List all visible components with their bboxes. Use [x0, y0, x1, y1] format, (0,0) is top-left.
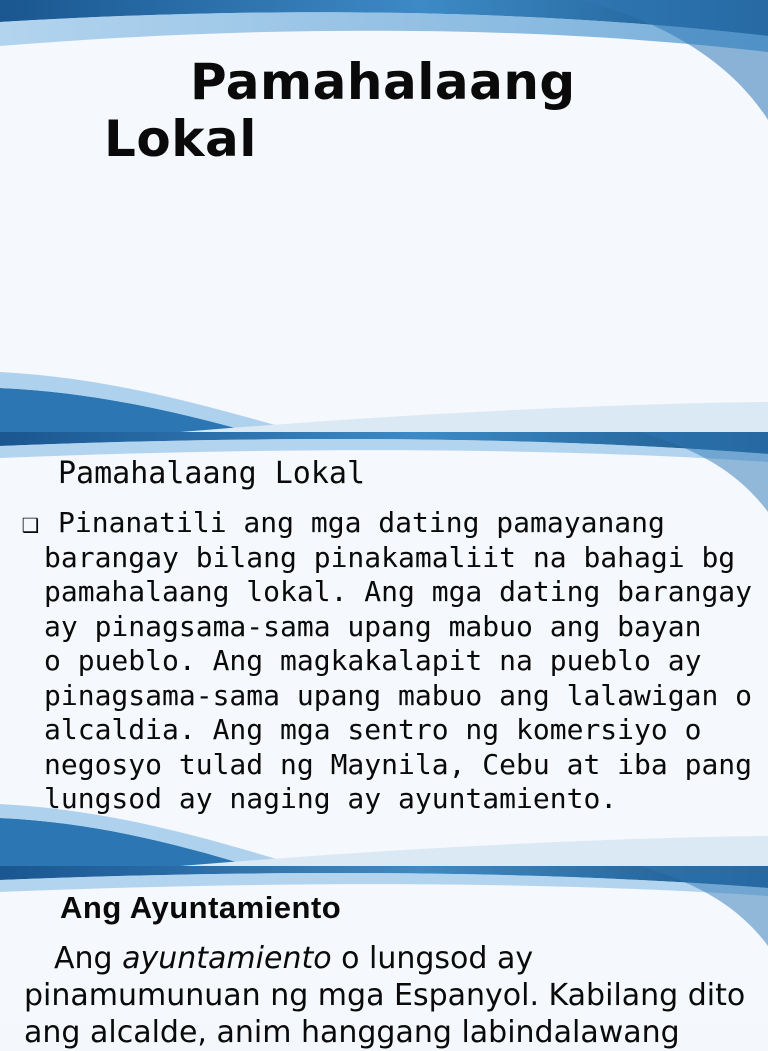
paragraph-line: ang alcalde, anim hanggang labindalawang [24, 1015, 680, 1050]
slide-paragraph [24, 940, 768, 1051]
paragraph-line: barangay bilang pinakamaliit na bahagi bg [44, 540, 736, 574]
slide-heading: Pamahalaang Lokal [58, 456, 366, 491]
slide-heading: Ang Ayuntamiento [60, 890, 342, 925]
paragraph-line [24, 940, 768, 977]
paragraph-line: ay pinagsama-sama upang mabuo ang bayan [44, 609, 702, 643]
paragraph-line: pamahalaang lokal. Ang mga dating barangay [44, 575, 753, 608]
slide-paragraph [22, 506, 762, 817]
paragraph-line: pinagsama-sama upang mabuo ang lalawigan o [44, 678, 753, 712]
text-run: Ang [54, 941, 123, 976]
checkbox-bullet-icon: ❑ [22, 506, 39, 539]
paragraph-line: alcaldia. Ang mga sentro ng komersiyo o [44, 713, 702, 746]
paragraph-line: o pueblo. Ang magkakalapit na pueblo ay [44, 644, 702, 677]
title-line-1: Pamahalaang [190, 53, 576, 111]
slide-title [0, 0, 768, 432]
paragraph-line: lungsod ay naging ay ayuntamiento. [44, 782, 618, 815]
slide-ayuntamiento [0, 866, 768, 1050]
slide-pamahalaang-lokal [0, 432, 768, 866]
emphasis-term: ayuntamiento [122, 941, 332, 976]
paragraph-line: pinamumunuan ng mga Espanyol. Kabilang dito [24, 978, 746, 1013]
text-run: o lungsod ay [331, 941, 534, 976]
title-line-2: Lokal [104, 110, 257, 168]
paragraph-line: Pinanatili ang mga dating pamayanang [58, 506, 665, 539]
paragraph-line: negosyo tulad ng Maynila, Cebu at iba pang [44, 747, 753, 781]
